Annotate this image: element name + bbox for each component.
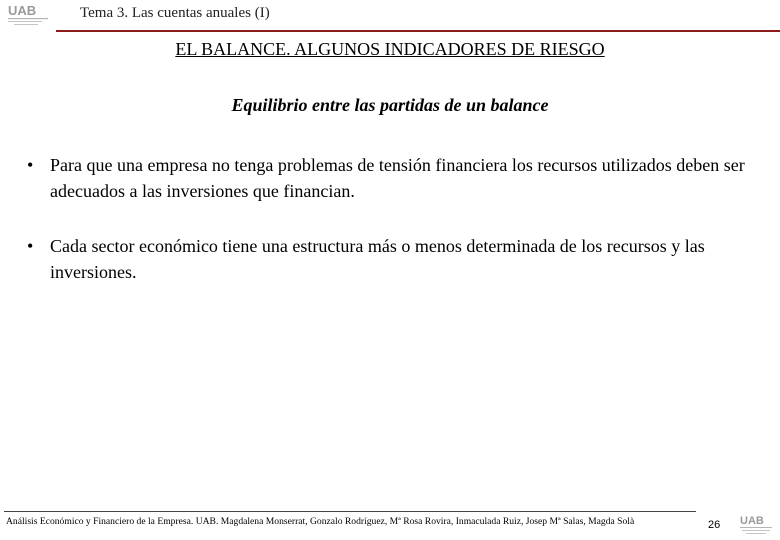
bullet-icon: • [27, 155, 34, 175]
page-title: EL BALANCE. ALGUNOS INDICADORES DE RIESGO [175, 39, 605, 59]
bullet-list [0, 152, 780, 314]
footer-divider [4, 511, 696, 512]
bullet-icon: • [27, 236, 34, 256]
bullet-item [0, 152, 780, 204]
bullet-item [0, 233, 780, 285]
uab-footer-logo-text: UAB [740, 515, 764, 527]
page-number: 26 [708, 519, 721, 531]
header-title: Tema 3. Las cuentas anuales (I) [80, 5, 270, 21]
section-subtitle: Equilibrio entre las partidas de un balance [231, 95, 549, 115]
header-divider [56, 30, 780, 32]
uab-footer-logo-icon [738, 513, 774, 537]
uab-logo-text: UAB [8, 3, 37, 18]
bullet-text: Para que una empresa no tenga problemas de tensión financiera los recursos utilizados deben ser adecuados a las inversiones que financian. [50, 155, 745, 201]
footer-credits: Análisis Económico y Financiero de la Empresa. UAB. Magdalena Monserrat, Gonzalo Rodríguez, Mª Rosa Rovira, Inmaculada Ruiz, Josep Mª Salas, Magda Solà [6, 516, 635, 527]
bullet-text: Cada sector económico tiene una estructura más o menos determinada de los recursos y las inversiones. [50, 236, 705, 282]
uab-logo-icon [6, 2, 50, 28]
